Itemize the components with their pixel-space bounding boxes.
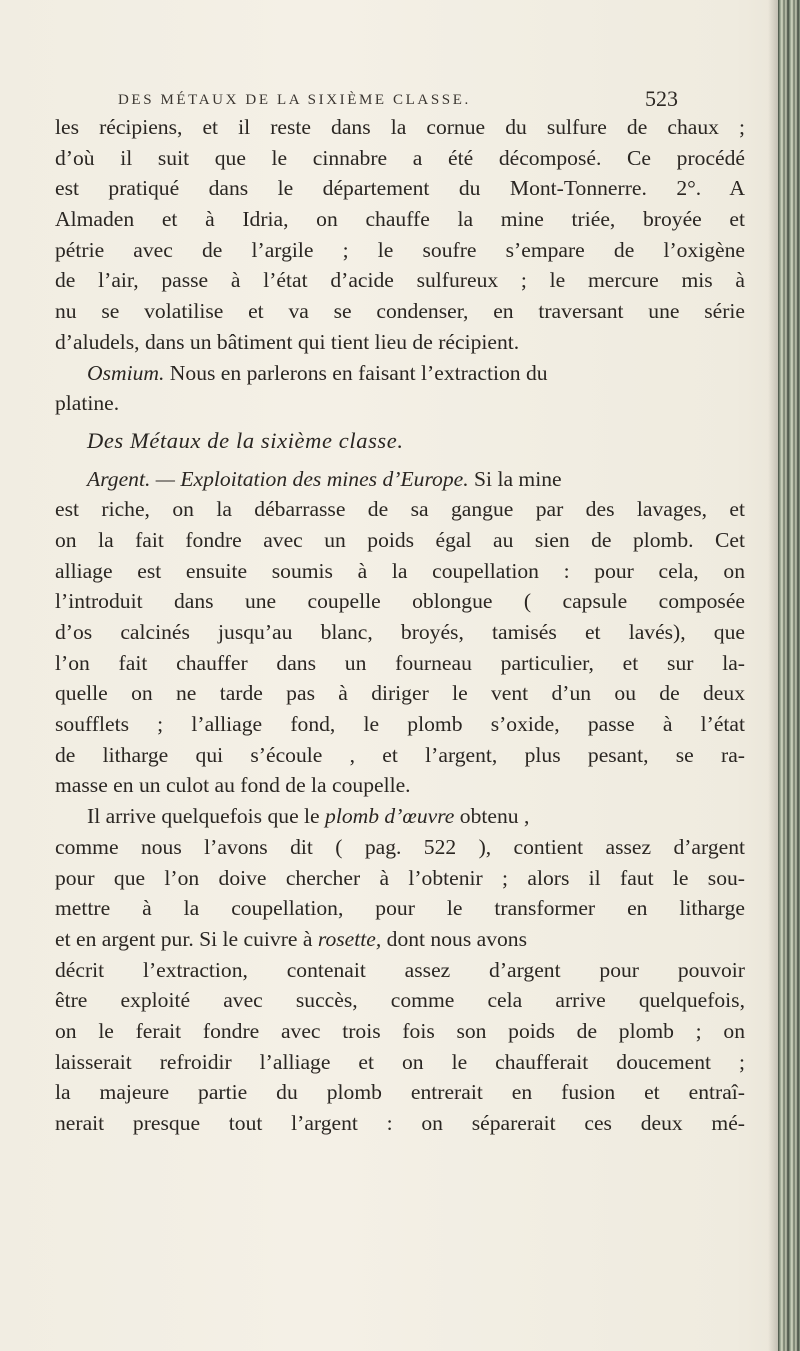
argent-label: Argent. — Exploitation des mines d’Europe.: [87, 466, 469, 491]
text-line: la majeure partie du plomb entrerait en fusion et entraî-: [55, 1080, 745, 1105]
text-line: être exploité avec succès, comme cela arrive quelquefois,: [55, 988, 745, 1013]
plomb-after: obtenu ,: [459, 804, 530, 829]
osmium-text: Nous en parlerons en faisant l’extraction du: [169, 360, 548, 385]
argent-paragraph: [55, 464, 745, 495]
plomb-end: et en argent pur.: [55, 926, 194, 951]
text-line: décrit l’extraction, contenait assez d’argent pour pouvoir: [55, 957, 745, 982]
text-line-with-rosette: [55, 924, 745, 955]
osmium-paragraph: [55, 358, 745, 389]
text-line: de litharge qui s’écoule , et l’argent, plus pesant, se ra-: [55, 742, 745, 767]
osmium-label: Osmium.: [87, 360, 165, 385]
book-binding-edge: [778, 0, 800, 1351]
text-line: d’où il suit que le cinnabre a été décomposé. Ce procédé: [55, 145, 745, 170]
text-line: les récipiens, et il reste dans la cornue du sulfure de chaux ;: [55, 115, 745, 139]
running-head: DES MÉTAUX DE LA SIXIÈME CLASSE.: [118, 92, 471, 108]
text-line: mettre à la coupellation, pour le transformer en litharge: [55, 896, 745, 921]
page-gutter-shadow: [768, 0, 778, 1351]
text-line: nu se volatilise et va se condenser, en traversant une série: [55, 299, 745, 324]
text-line: nerait presque tout l’argent : on séparerait ces deux mé-: [55, 1111, 745, 1135]
text-line: quelle on ne tarde pas à diriger le vent d’un ou de deux: [55, 681, 745, 706]
plomb-before: Il arrive quelquefois que le: [87, 804, 320, 829]
plomb-italic: plomb d’œuvre: [325, 804, 455, 829]
text-line: Almaden et à Idria, on chauffe la mine triée, broyée et: [55, 207, 745, 232]
text-line: laisserait refroidir l’alliage et on le chaufferait doucement ;: [55, 1049, 745, 1074]
text-line: est riche, on la débarrasse de sa gangue par des lavages, et: [55, 497, 745, 522]
rosette-before: Si le cuivre à: [199, 926, 313, 951]
body-text: [55, 112, 745, 1139]
text-line: pour que l’on doive chercher à l’obtenir ; alors il faut le sou-: [55, 865, 745, 890]
text-line: l’introduit dans une coupelle oblongue ( capsule composée: [55, 589, 745, 614]
text-line: masse en un culot au fond de la coupelle.: [55, 773, 411, 798]
section-title: Des Métaux de la sixième classe.: [87, 427, 404, 453]
text-line: on la fait fondre avec un poids égal au sien de plomb. Cet: [55, 527, 745, 552]
argent-text: Si la mine: [474, 466, 562, 491]
text-line: d’os calcinés jusqu’au blanc, broyés, tamisés et lavés), que: [55, 620, 745, 644]
plomb-paragraph: [55, 801, 745, 832]
page-number: 523: [645, 86, 678, 111]
text-line: alliage est ensuite soumis à la coupellation : pour cela, on: [55, 558, 745, 583]
text-line: de l’air, passe à l’état d’acide sulfureux ; le mercure mis à: [55, 268, 745, 293]
text-line: on le ferait fondre avec trois fois son poids de plomb ; on: [55, 1018, 745, 1043]
text-line: d’aludels, dans un bâtiment qui tient lieu de récipient.: [55, 329, 520, 354]
rosette-italic: rosette,: [317, 926, 382, 951]
text-line: l’on fait chauffer dans un fourneau particulier, et sur la-: [55, 650, 745, 675]
text-line: pétrie avec de l’argile ; le soufre s’empare de l’oxigène: [55, 237, 745, 262]
rosette-after: dont nous avons: [386, 926, 527, 951]
text-line: est pratiqué dans le département du Mont-Tonnerre. 2°. A: [55, 176, 745, 201]
text-line: soufflets ; l’alliage fond, le plomb s’oxide, passe à l’état: [55, 712, 745, 737]
text-line: platine.: [55, 391, 120, 416]
text-line: comme nous l’avons dit ( pag. 522 ), contient assez d’argent: [55, 834, 745, 859]
